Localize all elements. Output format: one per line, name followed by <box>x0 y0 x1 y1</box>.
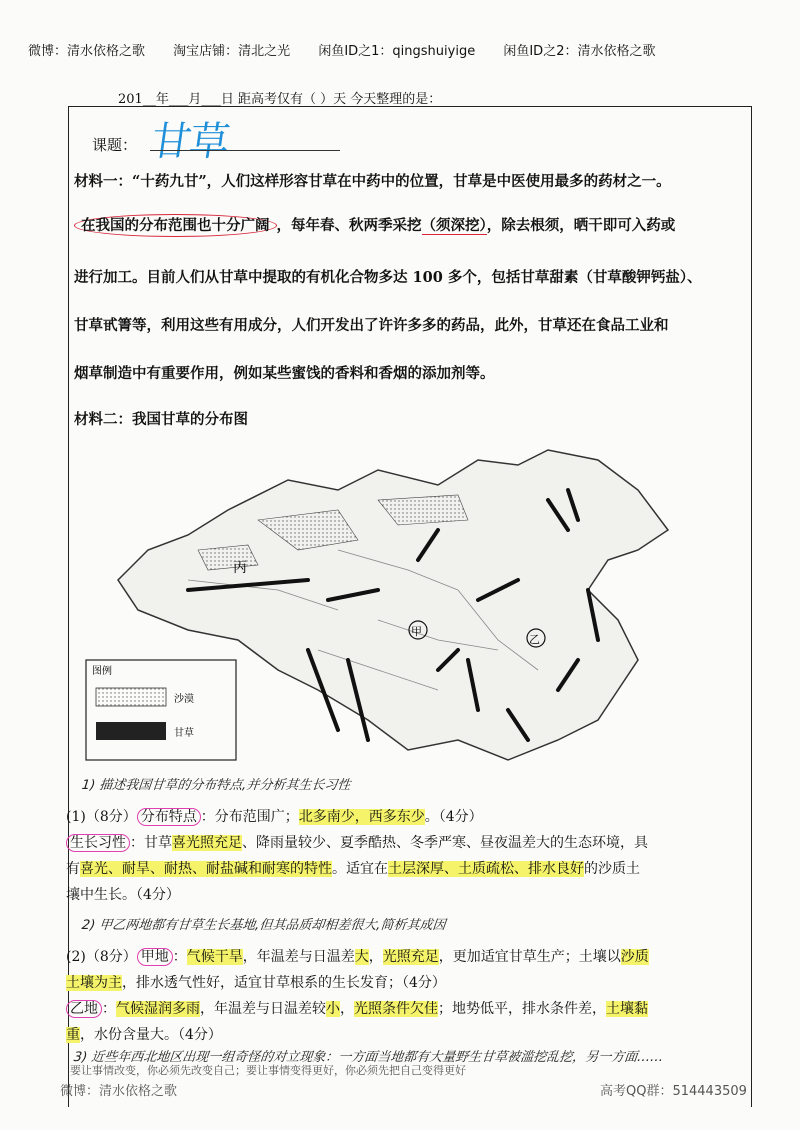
q1-habit-hl2: 喜光、耐旱、耐热、耐盐碱和耐寒的特性 <box>80 861 332 877</box>
footer-right: 高考QQ群：514443509 <box>600 1084 747 1099</box>
q2-jia-hl3: 光照充足 <box>382 949 439 965</box>
q2-jia-hl4: 沙质 <box>620 949 649 965</box>
header-xianyu1: 闲鱼ID之1：qingshuiyige <box>318 44 476 59</box>
q1-habit-a: ：甘草 <box>130 835 172 851</box>
header-xianyu2: 闲鱼ID之2：清水依格之歌 <box>503 44 656 59</box>
q1-label-dist: 分布特点 <box>137 808 201 826</box>
header-taobao: 淘宝店铺：清北之光 <box>173 44 291 59</box>
topic-underline <box>150 150 340 151</box>
q1-habit-c: 有 <box>66 861 80 877</box>
q2-line2 <box>66 970 756 996</box>
q2-yi-hl1: 气候湿润多雨 <box>116 1001 200 1017</box>
header-bar <box>28 40 788 59</box>
underlined-deep-dig: （须深挖） <box>421 217 487 234</box>
q1-line2 <box>66 830 756 856</box>
q1-label-habit: 生长习性 <box>66 834 130 852</box>
q2-jia-c: ，更加适宜甘草生产；土壤以 <box>438 949 621 965</box>
q2-handwritten: 2) 甲乙两地都有甘草生长基地,但其品质却相差很大,简析其成因 <box>81 918 447 933</box>
q2-yi-c: ；地势低平，排水条件差， <box>438 1001 606 1017</box>
q1-habit-hl3: 土层深厚、土质疏松、排水良好 <box>388 861 584 877</box>
legend-sand-label: 沙漠 <box>174 694 194 705</box>
q1-line3 <box>66 856 756 882</box>
q1-handwritten: 1) 描述我国甘草的分布特点,并分析其生长习性 <box>81 778 352 793</box>
q1-habit-e: 的沙质土 <box>584 861 640 877</box>
q1-habit-hl1: 喜光照充足 <box>172 835 242 851</box>
legend-licorice-swatch <box>96 722 166 740</box>
china-outline <box>118 450 668 760</box>
material1-line2 <box>74 214 744 238</box>
q2-jia-hl1: 气候干旱 <box>186 949 243 965</box>
material1-line5: 烟草制造中有重要作用，例如某些蜜饯的香料和香烟的添加剂等。 <box>74 365 495 382</box>
q2-jia-b: ， <box>368 949 383 965</box>
label-jia: 甲 <box>411 625 422 638</box>
q1-habit-d: 。适宜在 <box>332 861 388 877</box>
q2-label-yi: 乙地 <box>66 1000 102 1018</box>
q2-yi-b: ， <box>340 1001 354 1017</box>
material1-line2b: ，每年春、秋两季采挖 <box>276 217 422 234</box>
label-bing: 丙 <box>233 560 247 576</box>
material1-line2d: ，除去根须，晒干即可入药或 <box>486 217 676 234</box>
legend-title: 图例 <box>92 666 112 677</box>
q2-jia-hl2: 大 <box>354 949 369 965</box>
q2-jia-hl5: 土壤为主 <box>66 975 122 991</box>
q2-prefix: (2)（8分） <box>66 949 137 965</box>
topic-label: 课题： <box>92 136 138 154</box>
label-yi: 乙 <box>529 633 540 646</box>
legend-sand-swatch <box>96 688 166 706</box>
q1-dist-text2: 。（4分） <box>424 809 483 825</box>
q1-line4: 壤中生长。（4分） <box>66 887 180 903</box>
q2-label-jia: 甲地 <box>137 948 173 966</box>
q2-jia-d: ，排水透气性好，适宜甘草根系的生长发育；（4分） <box>122 975 446 991</box>
footer-left: 微博：清水依格之歌 <box>60 1084 178 1099</box>
q1-dist-hl: 北多南少，西多东少 <box>298 809 425 825</box>
circled-distribution: 在我国的分布范围也十分广阔 <box>74 214 277 237</box>
q1-prefix: (1)（8分） <box>66 809 137 825</box>
q3-handwritten: 3) 近些年西北地区出现一组奇怪的对立现象：一方面当地都有大量野生甘草被滥挖乱挖，另一方面…… <box>73 1050 665 1065</box>
licorice-distribution-map <box>78 440 738 780</box>
q2-line3: 乙地 ：气候湿润多雨，年温差与日温差较小，光照条件欠佳；地势低平，排水条件差，土壤黏 <box>66 996 756 1022</box>
q2-jia-a: ，年温差与日温差 <box>242 949 355 965</box>
q2-yi-d: ，水份含量大。（4分） <box>80 1027 222 1043</box>
material2-title: 材料二：我国甘草的分布图 <box>74 411 248 428</box>
q2-yi-hl5: 重 <box>66 1027 80 1043</box>
topic-value: 甘草 <box>148 119 231 165</box>
q2-yi-a: ，年温差与日温差较 <box>200 1001 326 1017</box>
q2-line4 <box>66 1022 756 1048</box>
material1-line4: 甘草甙箐等，利用这些有用成分，人们开发出了许许多多的药品，此外，甘草还在食品工业和 <box>74 317 669 334</box>
q2-yi-hl3: 光照条件欠佳 <box>354 1001 438 1017</box>
material1-line3: 进行加工。目前人们从甘草中提取的有机化合物多达 100 多个，包括甘草甜素（甘草酸钾钙盐）、 <box>74 269 702 286</box>
q1-dist-text1: ：分布范围广； <box>200 809 299 825</box>
legend-licorice-label: 甘草 <box>174 728 194 739</box>
material1-line1: 材料一：“十药九甘”，人们这样形容甘草在中药中的位置，甘草是中医使用最多的药材之一。 <box>74 173 671 190</box>
q2-yi-hl2: 小 <box>326 1001 340 1017</box>
footer-motto: 要让事情改变，你必须先改变自己；要让事情变得更好，你必须先把自己变得更好 <box>70 1064 466 1077</box>
header-weibo: 微博：清水依格之歌 <box>28 44 146 59</box>
q2-yi-hl4: 土壤黏 <box>606 1001 648 1017</box>
date-line: 201__年___月___日 距高考仅有（ ）天 今天整理的是： <box>118 92 442 107</box>
q1-habit-b: 、降雨量较少、夏季酷热、冬季严寒、昼夜温差大的生态环境，具 <box>242 835 648 851</box>
q1-line1 <box>66 804 756 830</box>
q2-line1: (2)（8分） 甲地 ：气候干旱，年温差与日温差大，光照充足，更加适宜甘草生产；土壤以沙质 <box>66 949 649 965</box>
